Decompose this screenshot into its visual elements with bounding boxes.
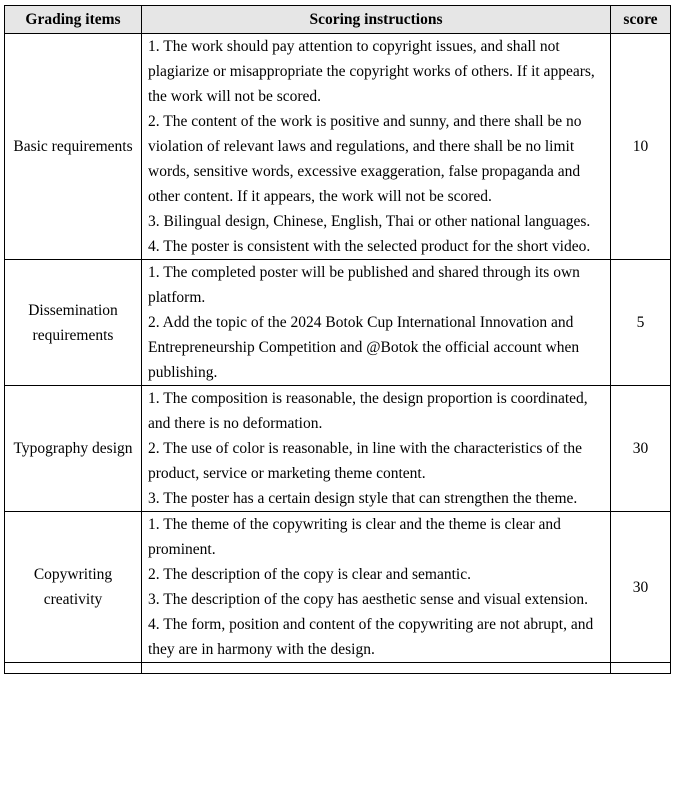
instruction-line: 3. The poster has a certain design style that can strengthen the theme. <box>148 490 578 507</box>
instruction-line: 3. The description of the copy has aesthetic sense and visual extension. <box>148 591 589 608</box>
empty-cell <box>142 663 611 674</box>
grading-item-label: Copywriting creativity <box>33 566 113 608</box>
grading-item-label: Typography design <box>13 440 133 457</box>
instructions-cell <box>142 260 611 386</box>
instruction-line: 1. The composition is reasonable, the design proportion is coordinated, and there is no deformation. <box>148 390 588 432</box>
instructions-cell <box>142 34 611 260</box>
instruction-line: 1. The theme of the copywriting is clear and the theme is clear and prominent. <box>148 516 561 558</box>
header-grading-items: Grading items <box>5 6 142 34</box>
instruction-line: 4. The form, position and content of the copywriting are not abrupt, and they are in harmony with the design. <box>148 616 594 658</box>
score-cell: 30 <box>611 512 671 663</box>
grading-item <box>5 260 142 386</box>
table-row-partial <box>5 663 671 674</box>
instruction-line: 2. Add the topic of the 2024 Botok Cup International Innovation and Entrepreneurship Competition and @Botok the official account when publishing. <box>148 314 580 381</box>
instruction-line: 1. The completed poster will be published and shared through its own platform. <box>148 264 580 306</box>
empty-cell <box>5 663 142 674</box>
grading-item-label: Basic requirements <box>13 138 133 155</box>
grading-item-label: Dissemination requirements <box>28 301 118 344</box>
table-row <box>5 260 671 386</box>
header-scoring-instructions: Scoring instructions <box>142 6 611 34</box>
header-score: score <box>611 6 671 34</box>
instruction-line: 1. The work should pay attention to copyright issues, and shall not plagiarize or misappropriate the copyright works of others. If it appears, the work will not be scored. <box>148 38 595 105</box>
table-row <box>5 512 671 663</box>
scoring-table <box>4 5 671 674</box>
grading-item <box>5 512 142 663</box>
score-cell: 10 <box>611 34 671 260</box>
score-cell: 30 <box>611 386 671 512</box>
header-row <box>5 6 671 34</box>
score-cell: 5 <box>611 260 671 386</box>
instruction-line: 2. The content of the work is positive and sunny, and there shall be no violation of relevant laws and regulations, and there shall be no limit words, sensitive words, excessive exaggeration, false propaganda and other content. If it appears, the work will not be scored. <box>148 113 582 205</box>
instruction-line: 4. The poster is consistent with the selected product for the short video. <box>148 238 591 255</box>
grading-item <box>5 386 142 512</box>
instructions-cell <box>142 386 611 512</box>
table-row <box>5 386 671 512</box>
instruction-line: 2. The use of color is reasonable, in line with the characteristics of the product, service or marketing theme content. <box>148 440 582 482</box>
table-row <box>5 34 671 260</box>
instruction-line: 2. The description of the copy is clear and semantic. <box>148 566 471 583</box>
instruction-line: 3. Bilingual design, Chinese, English, Thai or other national languages. <box>148 213 591 230</box>
grading-item <box>5 34 142 260</box>
empty-cell <box>611 663 671 674</box>
instructions-cell <box>142 512 611 663</box>
